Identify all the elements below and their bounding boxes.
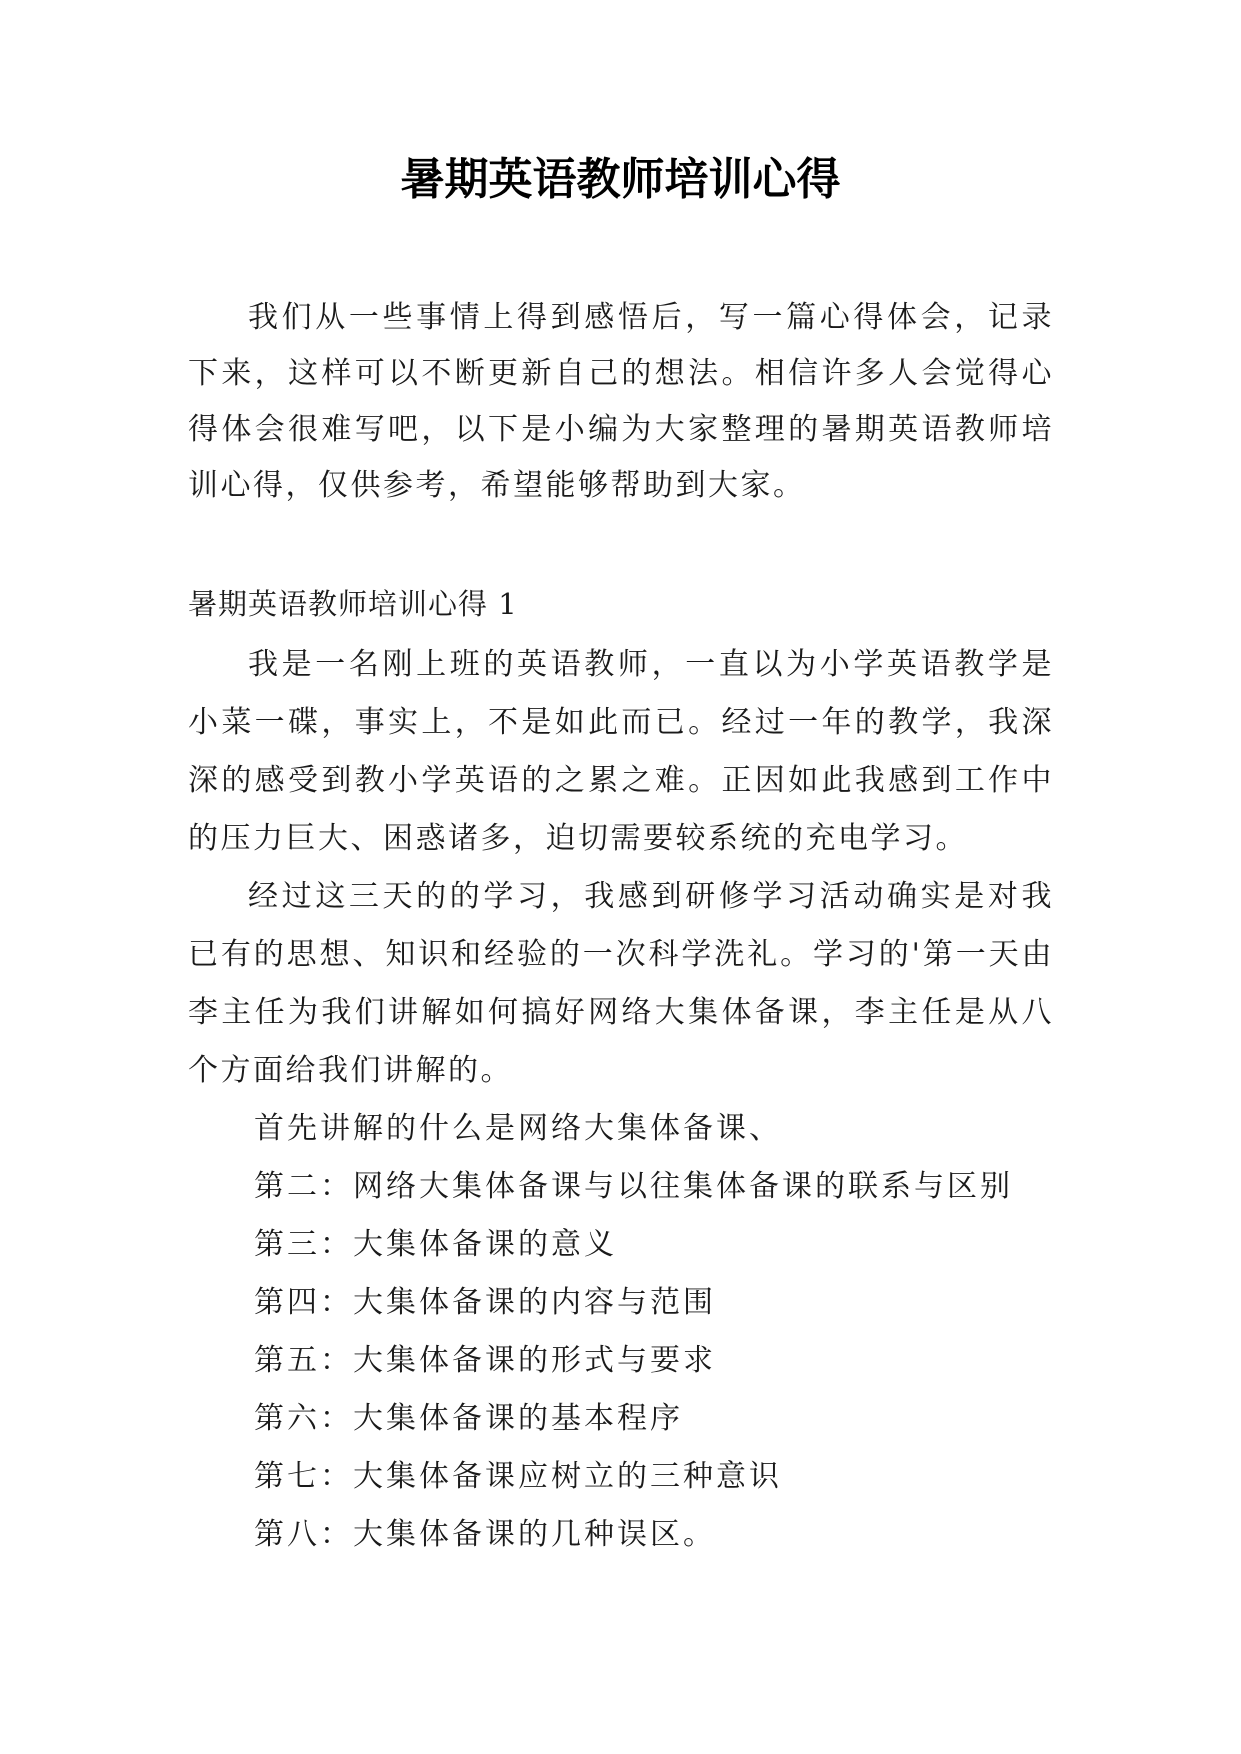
body-paragraph-2: 经过这三天的的学习，我感到研修学习活动确实是对我已有的思想、知识和经验的一次科学洗礼。学习的'第一天由李主任为我们讲解如何搞好网络大集体备课，李主任是从八个方面给我们讲解的。	[188, 879, 1054, 1088]
list-item-3: 第三：大集体备课的意义	[254, 1227, 617, 1262]
list-item-6: 第六：大集体备课的基本程序	[254, 1401, 683, 1436]
document-title: 暑期英语教师培训心得	[400, 154, 841, 205]
list-item-7: 第七：大集体备课应树立的三种意识	[254, 1459, 782, 1494]
list-item-5: 第五：大集体备课的形式与要求	[254, 1343, 716, 1378]
list-item-1: 首先讲解的什么是网络大集体备课、	[254, 1111, 782, 1146]
intro-paragraph: 我们从一些事情上得到感悟后，写一篇心得体会，记录下来，这样可以不断更新自己的想法。相信许多人会觉得心得体会很难写吧，以下是小编为大家整理的暑期英语教师培训心得，仅供参考，希望能够帮助到大家。	[188, 300, 1054, 503]
list-item-8: 第八：大集体备课的几种误区。	[254, 1517, 716, 1552]
section-body	[188, 636, 1054, 1564]
list-item-4: 第四：大集体备课的内容与范围	[254, 1285, 716, 1320]
list-item-2: 第二：网络大集体备课与以往集体备课的联系与区别	[254, 1169, 1013, 1204]
body-paragraph-1: 我是一名刚上班的英语教师，一直以为小学英语教学是小菜一碟，事实上，不是如此而已。经过一年的教学，我深深的感受到教小学英语的之累之难。正因如此我感到工作中的压力巨大、困惑诸多，迫切需要较系统的充电学习。	[188, 647, 1054, 856]
section-heading: 暑期英语教师培训心得 1	[188, 587, 518, 621]
